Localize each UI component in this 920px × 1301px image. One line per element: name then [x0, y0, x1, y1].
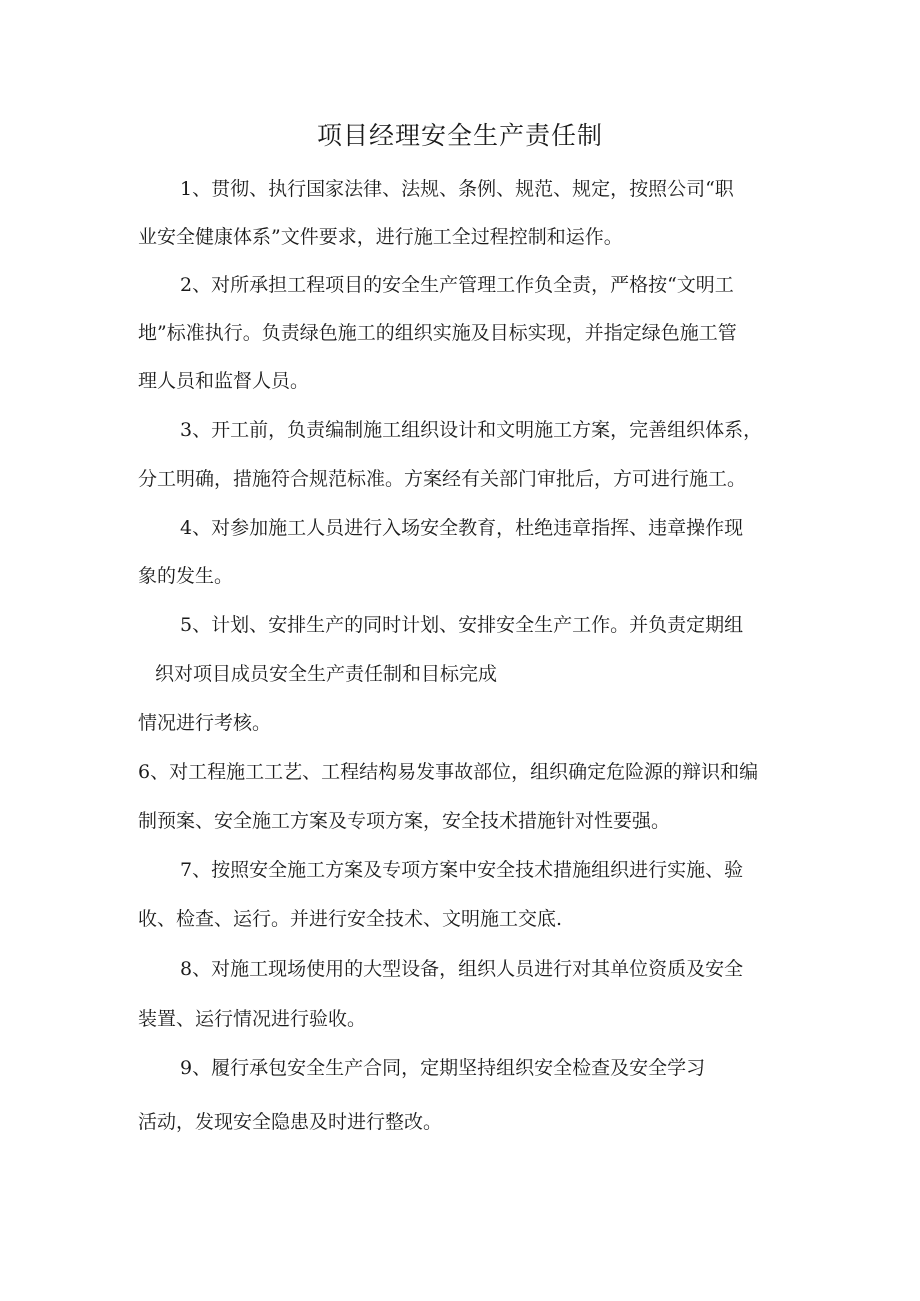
paragraph-line: 4、对参加施工人员进行入场安全教育，杜绝违章指挥、违章操作现	[180, 517, 744, 539]
paragraph-line: 业安全健康体系”文件要求，进行施工全过程控制和运作。	[138, 226, 623, 248]
paragraph-line: 7、按照安全施工方案及专项方案中安全技术措施组织进行实施、验	[180, 859, 744, 881]
paragraph-line: 分工明确，措施符合规范标准。方案经有关部门审批后，方可进行施工。	[138, 468, 747, 490]
document-title: 项目经理安全生产责任制	[316, 121, 603, 150]
paragraph-line: 收、检查、运行。并进行安全技术、文明施工交底.	[138, 908, 563, 930]
paragraph-line: 制预案、安全施工方案及专项方案，安全技术措施针对性要强。	[138, 810, 671, 832]
paragraph-line: 9、履行承包安全生产合同，定期坚持组织安全检查及安全学习	[180, 1057, 706, 1079]
paragraph-line: 2、对所承担工程项目的安全生产管理工作负全责，严格按“文明工	[180, 274, 734, 296]
paragraph-line: 活动，发现安全隐患及时进行整改。	[138, 1111, 443, 1133]
paragraph-line: 地”标准执行。负责绿色施工的组织实施及目标实现，并指定绿色施工管	[138, 322, 737, 344]
paragraph-line: 3、开工前，负责编制施工组织设计和文明施工方案，完善组织体系，	[180, 419, 763, 441]
paragraph-line: 情况进行考核。	[138, 712, 272, 734]
paragraph-line: 象的发生。	[138, 565, 234, 587]
paragraph-line: 8、对施工现场使用的大型设备，组织人员进行对其单位资质及安全	[180, 958, 744, 980]
paragraph-line: 6、对工程施工工艺、工程结构易发事故部位，组织确定危险源的辩识和编	[138, 761, 759, 783]
paragraph-line: 理人员和监督人员。	[138, 370, 310, 392]
paragraph-line: 5、计划、安排生产的同时计划、安排安全生产工作。并负责定期组	[180, 614, 744, 636]
paragraph-line: 织对项目成员安全生产责任制和目标完成	[155, 663, 498, 685]
paragraph-line: 1、贯彻、执行国家法律、法规、条例、规范、规定，按照公司“职	[180, 178, 734, 200]
paragraph-line: 装置、运行情况进行验收。	[138, 1008, 367, 1030]
